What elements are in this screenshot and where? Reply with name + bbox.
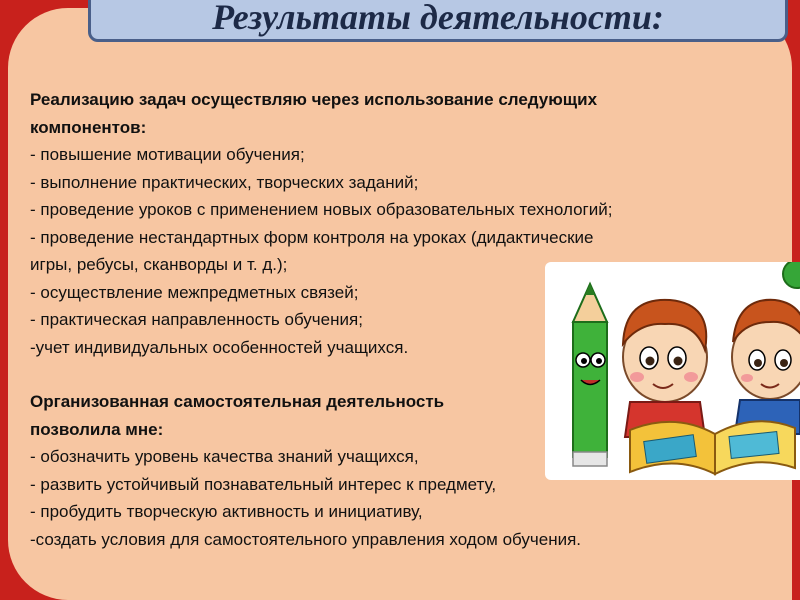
children-reading-illustration xyxy=(545,262,800,480)
list-item: - обозначить уровень качества знаний учащихся, xyxy=(30,447,419,466)
title-banner xyxy=(88,0,788,42)
boy-character xyxy=(623,300,707,437)
pencil-character xyxy=(573,284,607,466)
list-item: - пробудить творческую активность и инициативу, xyxy=(30,502,423,521)
page-title: Результаты деятельности: xyxy=(212,0,664,37)
list-item: - выполнение практических, творческих заданий; xyxy=(30,172,419,192)
girl-character xyxy=(732,262,800,434)
section1-heading-line: компонентов: xyxy=(30,117,147,137)
list-item: -создать условия для самостоятельного управления ходом обучения. xyxy=(30,529,582,549)
list-item: - проведение нестандартных форм контроля на уроках (дидактические xyxy=(30,227,594,247)
children-reading-book-icon xyxy=(545,262,800,480)
list-item: - практическая направленность обучения; xyxy=(30,310,363,329)
section1-heading-line: Реализацию задач осуществляю через использование следующих xyxy=(30,90,598,109)
open-book xyxy=(630,421,795,474)
list-item: - проведение уроков с применением новых образовательных технологий; xyxy=(30,200,613,219)
list-item: - развить устойчивый познавательный интерес к предмету, xyxy=(30,474,497,494)
list-item: игры, ребусы, сканворды и т. д.); xyxy=(30,255,288,274)
list-item: - повышение мотивации обучения; xyxy=(30,145,305,164)
section2-heading-line: позволила мне: xyxy=(30,419,164,439)
list-item: - осуществление межпредметных связей; xyxy=(30,282,359,302)
list-item: -учет индивидуальных особенностей учащихся. xyxy=(30,337,409,357)
section2-heading-line: Организованная самостоятельная деятельность xyxy=(30,392,445,411)
